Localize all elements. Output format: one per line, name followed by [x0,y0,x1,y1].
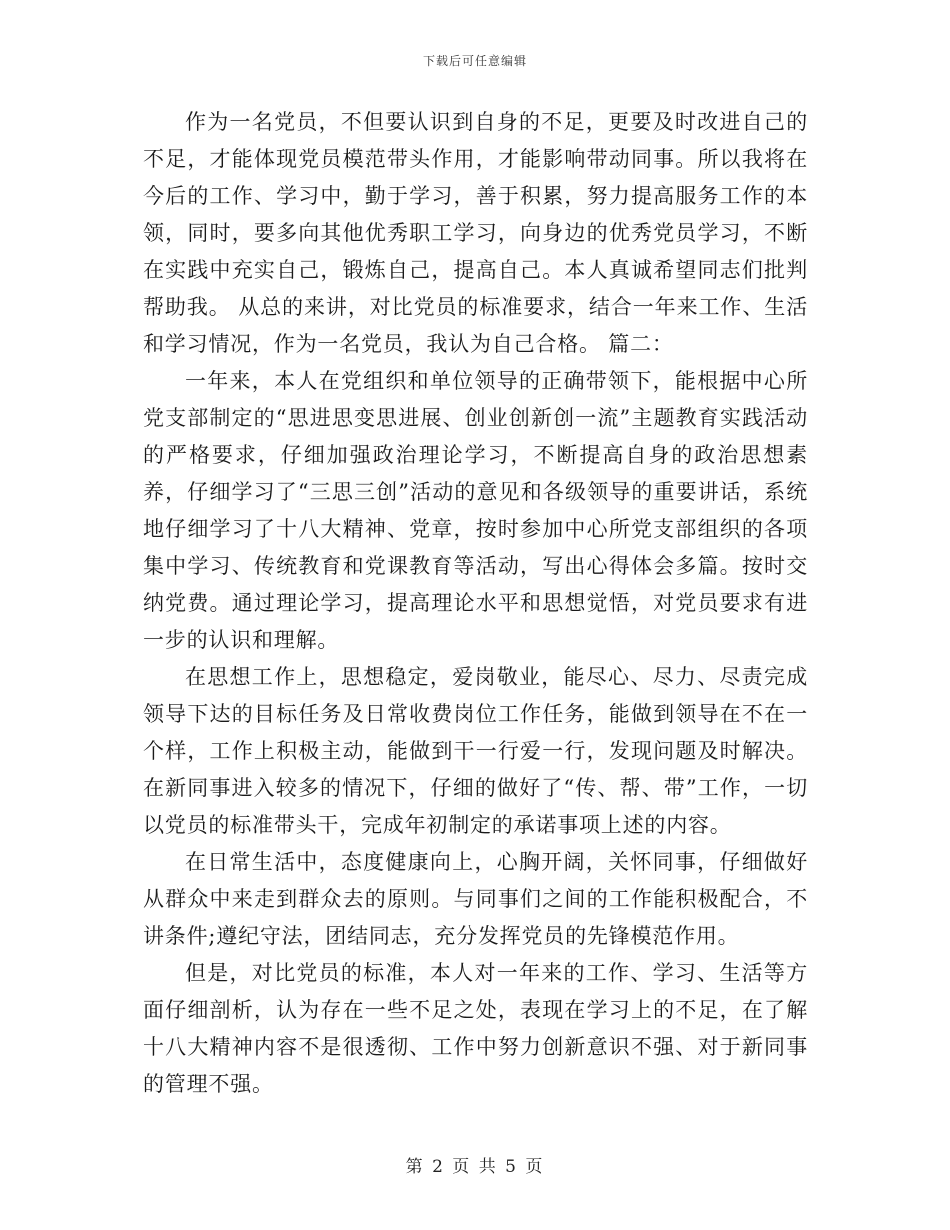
paragraph: 在思想工作上，思想稳定，爱岗敬业，能尽心、尽力、尽责完成领导下达的目标任务及日常收费岗位工作任务，能做到领导在不在一个样，工作上积极主动，能做到干一行爱一行，发现问题及时解决。在新同事进入较多的情况下，仔细的做好了“传、帮、带”工作，一切以党员的标准带头干，完成年初制定的承诺事项上述的内容。 [143,665,808,837]
paragraph: 但是，对比党员的标准，本人对一年来的工作、学习、生活等方面仔细剖析，认为存在一些不足之处，表现在学习上的不足，在了解十八大精神内容不是很透彻、工作中努力创新意识不强、对于新同事的管理不强。 [143,961,808,1096]
page-number-footer: 第 2 页 共 5 页 [405,1157,545,1177]
document-body [143,104,808,1103]
page-header: 下载后可任意编辑 [422,54,527,68]
paragraph: 一年来，本人在党组织和单位领导的正确带领下，能根据中心所党支部制定的“思进思变思进展、创业创新创一流”主题教育实践活动的严格要求，仔细加强政治理论学习，不断提高自身的政治思想素养，仔细学习了“三思三创”活动的意见和各级领导的重要讲话，系统地仔细学习了十八大精神、党章，按时参加中心所党支部组织的各项集中学习、传统教育和党课教育等活动，写出心得体会多篇。按时交纳党费。通过理论学习，提高理论水平和思想觉悟，对党员要求有进一步的认识和理解。 [143,369,808,652]
paragraph: 在日常生活中，态度健康向上，心胸开阔，关怀同事，仔细做好从群众中来走到群众去的原则。与同事们之间的工作能积极配合，不讲条件;遵纪守法，团结同志，充分发挥党员的先锋模范作用。 [143,850,808,948]
paragraph: 作为一名党员，不但要认识到自身的不足，更要及时改进自己的不足，才能体现党员模范带头作用，才能影响带动同事。所以我将在今后的工作、学习中，勤于学习，善于积累，努力提高服务工作的本领，同时，要多向其他优秀职工学习，向身边的优秀党员学习，不断在实践中充实自己，锻炼自己，提高自己。本人真诚希望同志们批判帮助我。 从总的来讲，对比党员的标准要求，结合一年来工作、生活和学习情况，作为一名党员，我认为自己合格。 篇二： [143,110,808,356]
